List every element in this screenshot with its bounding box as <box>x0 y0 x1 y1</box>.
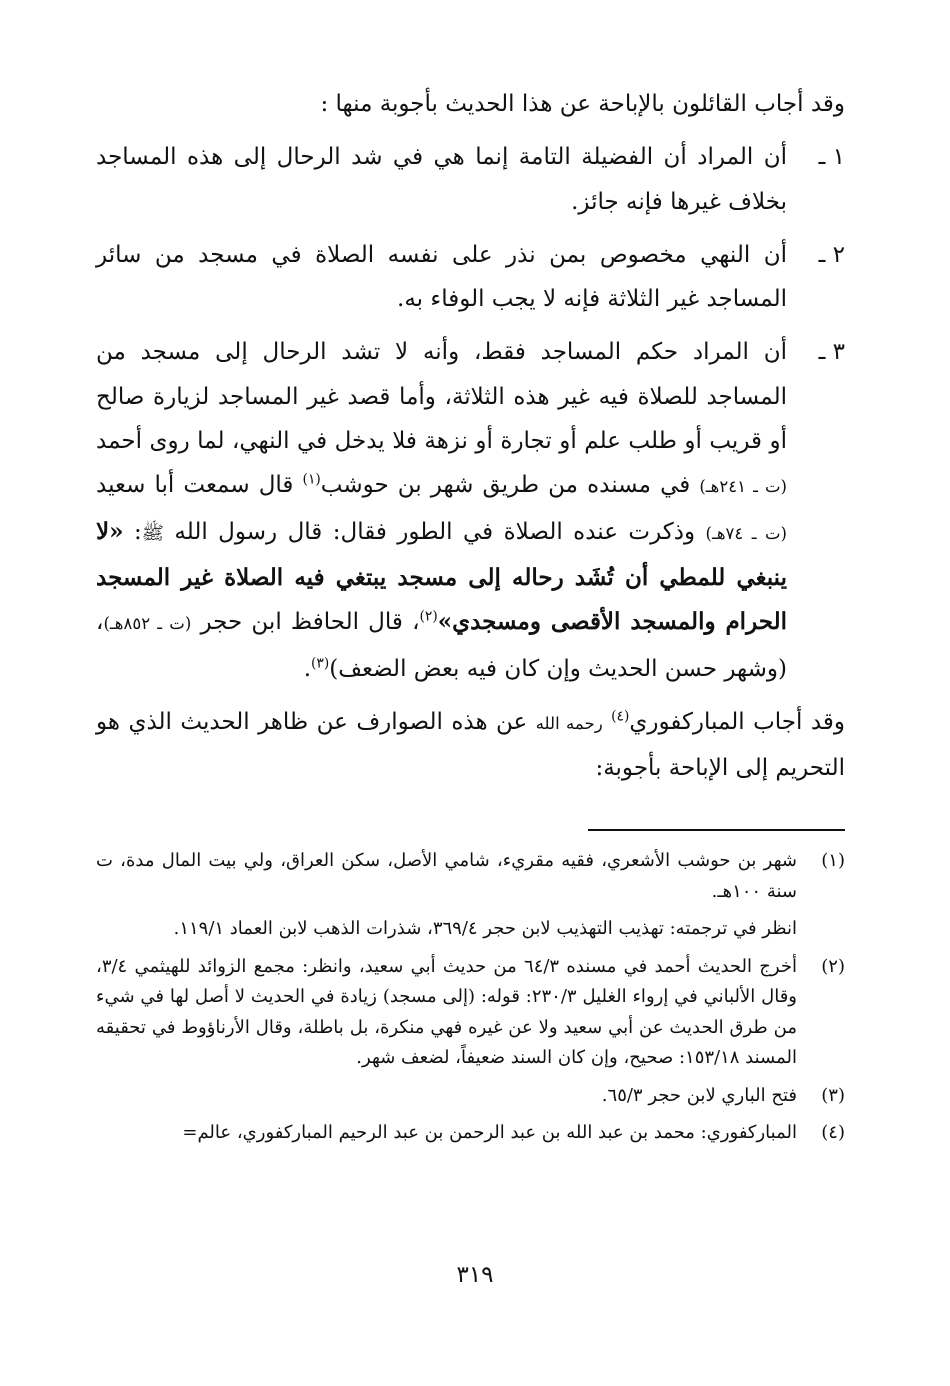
footnote-ref: (٢) <box>419 608 438 625</box>
death-date: (ت ـ ٢٤١هـ) <box>699 477 788 497</box>
page-number: ٣١٩ <box>456 1262 494 1288</box>
footnotes <box>96 846 845 1156</box>
closing-text-part: عن هذه الصوارف عن ظاهر الحديث الذي هو التحريم إلى الإباحة بأجوبة: <box>96 708 845 782</box>
footnote-number: (٣) <box>821 1084 845 1106</box>
item-text <box>96 330 787 690</box>
death-date: (ت ـ ٧٤هـ) <box>705 523 788 543</box>
main-text <box>96 82 845 799</box>
footnote-text: فتح الباري لابن حجر ٦٥/٣. <box>601 1084 797 1106</box>
item-text-part: . <box>303 655 312 682</box>
footnote <box>96 1118 845 1149</box>
footnote-continuation: انظر في ترجمته: تهذيب التهذيب لابن حجر ٣٦٩/٤، شذرات الذهب لابن العماد ١١٩/١. <box>173 918 797 939</box>
item-text-part: : <box>133 518 142 545</box>
footnote-text: المباركفوري: محمد بن عبد الله بن عبد الرحمن بن عبد الرحيم المباركفوري، عالم= <box>182 1122 797 1143</box>
list-item <box>96 330 845 690</box>
closing-paragraph <box>96 700 845 791</box>
item-number: ٢ ـ <box>818 241 845 268</box>
item-text-part: وذكرت عنده الصلاة في الطور فقال: قال رسول الله <box>174 518 696 545</box>
footnote-ref: (٤) <box>611 708 630 725</box>
item-text-part: قال سمعت أبا سعيد <box>96 472 294 499</box>
hadith-quote: «لا ينبغي للمطي أن تُشَد رحاله إلى مسجد يبتغي فيه الصلاة غير المسجد الحرام والمسجد الأقصى ومسجدي» <box>96 517 788 636</box>
item-text-part: ، قال الحافظ ابن حجر <box>200 609 420 636</box>
item-text-part: أن المراد حكم المساجد فقط، وأنه لا تشد الرحال إلى مسجد من المساجد للصلاة فيه غير هذه الثلاثة، وأما قصد غير المساجد لزيارة صالح أو قريب أو طلب علم أو تجارة أو نزهة فلا يدخل في النهي، لما روى أحمد <box>96 339 787 455</box>
salawat-glyph: ﷺ <box>141 522 164 544</box>
list-item <box>96 233 845 322</box>
footnote <box>96 952 845 1074</box>
death-date: (ت ـ ٨٥٢هـ) <box>103 614 192 634</box>
item-number: ٣ ـ <box>818 339 845 366</box>
footnote-ref: (١) <box>302 471 321 488</box>
item-number: ١ ـ <box>818 144 845 171</box>
item-text-part: في مسنده من طريق شهر بن حوشب <box>320 472 691 499</box>
footnote-number: (٢) <box>821 955 845 977</box>
intro-paragraph: وقد أجاب القائلون بالإباحة عن هذا الحديث بأجوبة منها : <box>320 91 845 117</box>
footnote-divider <box>588 829 845 831</box>
footnote-number: (٤) <box>821 1122 845 1143</box>
closing-text-part: وقد أجاب المباركفوري <box>629 708 845 735</box>
footnote <box>96 846 845 907</box>
footnote-ref: (٣) <box>311 654 330 671</box>
footnote-number: (١) <box>821 850 845 871</box>
footnote <box>96 1081 845 1112</box>
item-text: أن المراد أن الفضيلة التامة إنما هي في شد الرحال إلى هذه المساجد بخلاف غيرها فإنه جائز. <box>96 144 787 215</box>
footnote-text: أخرج الحديث أحمد في مسنده ٦٤/٣ من حديث أبي سعيد، وانظر: مجمع الزوائد للهيثمي ٣/٤، وقال الألباني في إرواء الغليل ٢٣٠/٣: قوله: (إلى مسجد) زيادة في الحديث لا أصل لها في شيء من طرق الحديث عن أبي سعيد ولا عن غيره فهي منكرة، بل باطلة، وقال الأرناؤوط في تحقيقه المسند ١٥٣/١٨: صحيح، وإن كان السند ضعيفاً، لضعف شهر. <box>96 955 798 1068</box>
footnote-text: شهر بن حوشب الأشعري، فقيه مقريء، شامي الأصل، سكن العراق، ولي بيت المال مدة، ت سنة ١٠٠هـ. <box>96 850 797 902</box>
list-item <box>96 135 845 224</box>
honorific-glyph: رحمه الله <box>535 713 603 733</box>
item-text-part: ، (وشهر حسن الحديث وإن كان فيه بعض الضعف) <box>96 609 787 682</box>
item-text: أن النهي مخصوص بمن نذر على نفسه الصلاة في مسجد من سائر المساجد غير الثلاثة فإنه لا يجب الوفاء به. <box>96 241 787 313</box>
